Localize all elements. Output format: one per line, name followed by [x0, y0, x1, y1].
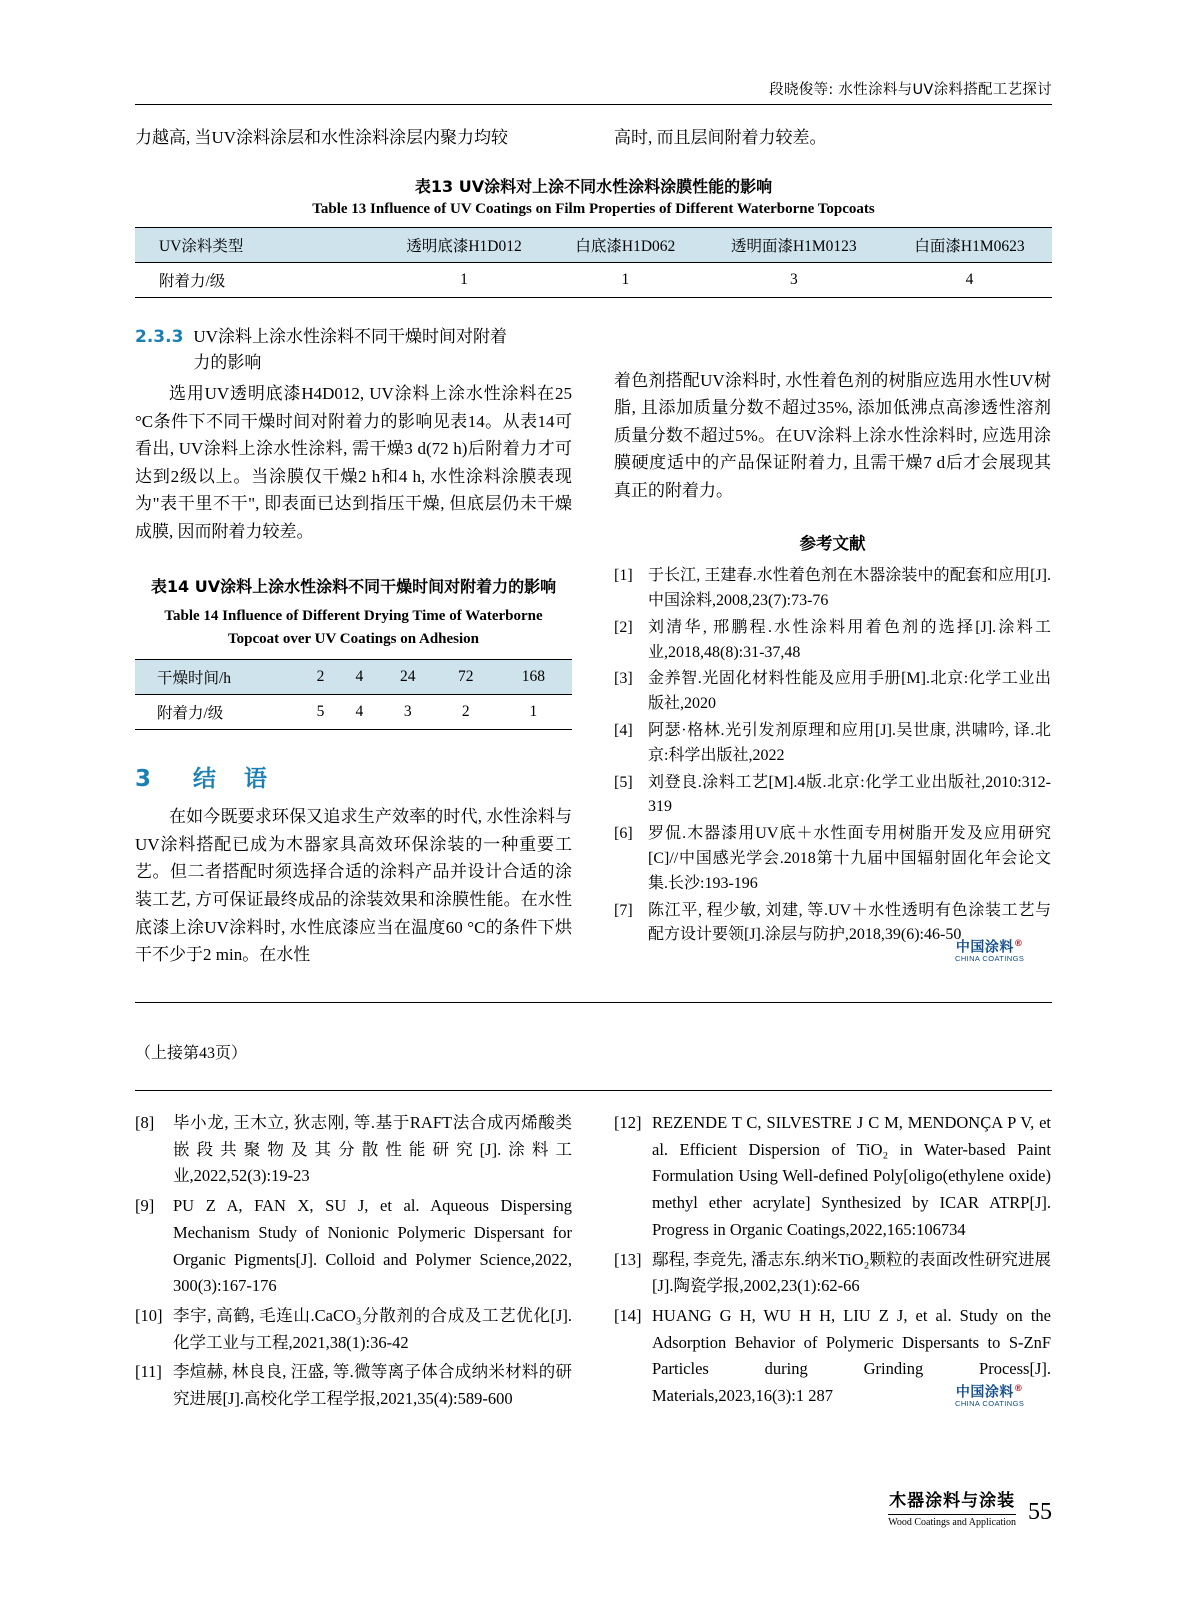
table14-header-cell: 干燥时间/h: [157, 670, 232, 688]
list-item: [135, 1303, 572, 1356]
list-item: [614, 1110, 1051, 1244]
continued-refs-left: [135, 1110, 572, 1416]
reference-text: 于长江, 王建春.水性着色剂在木器涂装中的配套和应用[J].中国涂料,2008,23(7):73-76: [648, 567, 1051, 609]
china-coatings-logo-2: [955, 1385, 1024, 1408]
reference-text: PU Z A, FAN X, SU J, et al. Aqueous Dispersing Mechanism Study of Nonionic Polymeric Dispersant for Organic Pigments[J]. Colloid and Polymer Science,2022, 300(3):167-176: [173, 1196, 572, 1296]
list-item: [614, 771, 1051, 821]
table14-cell: 3: [403, 703, 412, 721]
reference-text: 阿瑟·格林.光引发剂原理和应用[J].吴世康, 洪啸吟, 译.北京:科学出版社,2022: [648, 721, 1051, 764]
continued-refs-right: [614, 1110, 1051, 1416]
journal-name-en: Wood Coatings and Application: [888, 1514, 1016, 1529]
list-item: [614, 564, 1051, 614]
reference-number: [3]: [614, 670, 633, 688]
table14-header-cell: 72: [458, 668, 474, 686]
section-233-heading: [135, 324, 572, 377]
logo-text-en: CHINA COATINGS: [955, 1399, 1025, 1409]
reference-number: [7]: [614, 901, 633, 919]
conclusion-paragraph-right: 着色剂搭配UV涂料时, 水性着色剂的树脂应选用水性UV树脂, 且添加质量分数不超过35%, 添加低沸点高渗透性溶剂质量分数不超过5%。在UV涂料上涂水性涂料时, 应选用涂膜硬度适中的产品保证附着力, 且需干燥7 d后才会展现其真正的附着力。: [614, 370, 1051, 500]
table14-header-cell: 2: [316, 668, 325, 686]
article-separator-rule: [135, 1002, 1052, 1003]
conclusion-title: 结 语: [193, 766, 278, 793]
list-item: [614, 1247, 1051, 1300]
section-233-body: 选用UV透明底漆H4D012, UV涂料上涂水性涂料在25 °C条件下不同干燥时间对附着力的影响见表14。从表14可看出, UV涂料上涂水性涂料, 需干燥3 d(72 h)后附着力才可达到2级以上。当涂膜仅干燥2 h和4 h, 水性涂料涂膜表现为"表干里不干", 即表面已达到指压干燥, 但底层仍未干燥成膜, 因而附着力较差。: [135, 384, 572, 541]
reference-number: [10]: [135, 1306, 163, 1326]
conclusion-number: 3: [135, 766, 162, 793]
reference-number: [11]: [135, 1362, 162, 1382]
reference-text: 金养智.光固化材料性能及应用手册[M].北京:化学工业出版社,2020: [648, 670, 1051, 713]
journal-name: [888, 1492, 1016, 1528]
reference-text: 刘清华, 邢鹏程.水性涂料用着色剂的选择[J].涂料工业,2018,48(8):31-37,48: [648, 618, 1051, 661]
running-head: 段晓俊等: 水性涂料与UV涂料搭配工艺探讨: [769, 82, 1052, 98]
reference-text: REZENDE T C, SILVESTRE J C M, MENDONÇA P V, et al. Efficient Dispersion of TiO₂ in Water-based Paint Formulation Using Well-defined Poly[oligo(ethylene oxide) methyl ether acrylate] Synthesized by ICAR ATRP[J]. Progress in Organic Coatings,2022,165:106734: [652, 1113, 1051, 1239]
section-233-title: UV涂料上涂水性涂料不同干燥时间对附着 力的影响: [193, 326, 507, 372]
main-columns: [135, 124, 1052, 969]
table14-cell: 5: [316, 703, 325, 721]
logo-text-cn: 中国涂料: [955, 1384, 1014, 1401]
list-item: [614, 616, 1051, 666]
table14-cell: 4: [355, 703, 364, 721]
table13-cell: 附着力/级: [159, 272, 226, 290]
table-row: [135, 695, 572, 730]
header-rule: [135, 104, 1052, 105]
references-list: [614, 564, 1051, 948]
table13-cell: 4: [965, 270, 974, 288]
table-14: [135, 659, 572, 730]
continued-from-note: （上接第43页）: [135, 1045, 248, 1062]
table-row: [135, 660, 572, 695]
reference-number: [14]: [614, 1306, 642, 1326]
table14-caption-en: Table 14 Influence of Different Drying Time of Waterborne Topcoat over UV Coatings on Adhesion: [164, 608, 543, 647]
table14-header-cell: 4: [355, 668, 364, 686]
continued-refs-rule: [135, 1090, 1052, 1091]
reference-number: [9]: [135, 1196, 155, 1216]
continued-text-right: 高时, 而且层间附着力较差。: [614, 128, 827, 147]
references-title: 参考文献: [799, 534, 866, 554]
table13-header-cell: 白面漆H1M0623: [914, 237, 1025, 255]
reference-text: 毕小龙, 王木立, 狄志刚, 等.基于RAFT法合成丙烯酸类嵌段共聚物及其分散性能研究[J].涂料工业,2022,52(3):19-23: [173, 1113, 572, 1186]
reference-text: 陈江平, 程少敏, 刘建, 等.UV＋水性透明有色涂装工艺与配方设计要领[J].涂层与防护,2018,39(6):46-50: [648, 901, 1051, 944]
conclusion-heading: [135, 760, 572, 793]
reference-text: 李煊赫, 林良良, 汪盛, 等.微等离子体合成纳米材料的研究进展[J].高校化学工程学报,2021,35(4):589-600: [173, 1362, 572, 1409]
reference-number: [13]: [614, 1249, 642, 1269]
reference-number: [8]: [135, 1113, 155, 1132]
table13-cell: 1: [621, 270, 630, 288]
section-233-number: 2.3.3: [135, 326, 184, 347]
conclusion-paragraph-left: 在如今既要求环保又追求生产效率的时代, 水性涂料与UV涂料搭配已成为木器家具高效环保涂装的一种重要工艺。但二者搭配时须选择合适的涂料产品并设计合适的涂装工艺, 方可保证最终成品的涂装效果和涂膜性能。在水性底漆上涂UV涂料时, 水性底漆应当在温度60 °C的条件下烘干不少于2 min。在水性: [135, 807, 572, 965]
list-item: [135, 1110, 572, 1190]
table13-header-cell: 白底漆H1D062: [575, 237, 676, 255]
table13-header-cell: 透明面漆H1M0123: [730, 237, 857, 255]
reference-number: [2]: [614, 618, 633, 636]
china-coatings-logo: [955, 940, 1024, 963]
table14-block: [135, 575, 572, 730]
reference-number: [1]: [614, 567, 633, 585]
reference-text: 鄢程, 李竞先, 潘志东.纳米TiO₂颗粒的表面改性研究进展[J].陶瓷学报,2002,23(1):62-66: [652, 1249, 1051, 1296]
table14-header-cell: 24: [400, 668, 416, 686]
table14-caption-cn: 表14 UV涂料上涂水性涂料不同干燥时间对附着力的影响: [150, 577, 557, 597]
reference-text: 刘登良.涂料工艺[M].4版.北京:化学工业出版社,2010:312-319: [648, 773, 1051, 816]
table14-cell: 1: [529, 703, 538, 721]
reference-text: 李宇, 高鹤, 毛连山.CaCO₃分散剂的合成及工艺优化[J].化学工业与工程,2021,38(1):36-42: [173, 1306, 572, 1352]
logo-registered-mark: ®: [1013, 1384, 1024, 1394]
reference-text: HUANG G H, WU H H, LIU Z J, et al. Study on the Adsorption Behavior of Polymeric Dispersants to S-ZnF Particles during Grinding Process[J]. Materials,2023,16(3):1 287: [652, 1306, 1051, 1406]
table13-cell: 3: [789, 270, 798, 288]
list-item: [135, 1359, 572, 1412]
continued-references-columns: [135, 1110, 1052, 1416]
logo-registered-mark: ®: [1013, 939, 1024, 949]
reference-number: [6]: [614, 825, 633, 843]
right-column: [614, 124, 1051, 969]
list-item: [135, 1193, 572, 1300]
table13-header-cell: 透明底漆H1D012: [406, 237, 522, 255]
table13-cell: 1: [460, 270, 468, 288]
reference-number: [5]: [614, 773, 633, 791]
logo-text-cn: 中国涂料: [955, 939, 1014, 956]
table14-cell: 附着力/级: [157, 705, 224, 723]
table13-caption-en: Table 13 Influence of UV Coatings on Film Properties of Different Waterborne Topcoats: [312, 200, 875, 217]
continued-text-left: 力越高, 当UV涂料涂层和水性涂料涂层内聚力均较: [135, 128, 509, 147]
page-number: 55: [1028, 1499, 1052, 1525]
table13-header-cell: UV涂料类型: [159, 237, 244, 255]
journal-name-cn: 木器涂料与涂装: [889, 1490, 1016, 1511]
page-footer: [888, 1492, 1052, 1528]
reference-text: 罗侃.木器漆用UV底＋水性面专用树脂开发及应用研究[C]//中国感光学会.2018第十九届中国辐射固化年会论文集.长沙:193-196: [648, 825, 1051, 892]
table13-caption-cn: 表13 UV涂料对上涂不同水性涂料涂膜性能的影响: [414, 176, 773, 196]
list-item: [614, 667, 1051, 717]
table14-cell: 2: [461, 703, 470, 721]
list-item: [614, 822, 1051, 896]
table14-header-cell: 168: [521, 668, 546, 686]
logo-text-en: CHINA COATINGS: [955, 954, 1025, 964]
reference-number: [4]: [614, 721, 633, 739]
reference-number: [12]: [614, 1113, 642, 1132]
list-item: [614, 719, 1051, 769]
